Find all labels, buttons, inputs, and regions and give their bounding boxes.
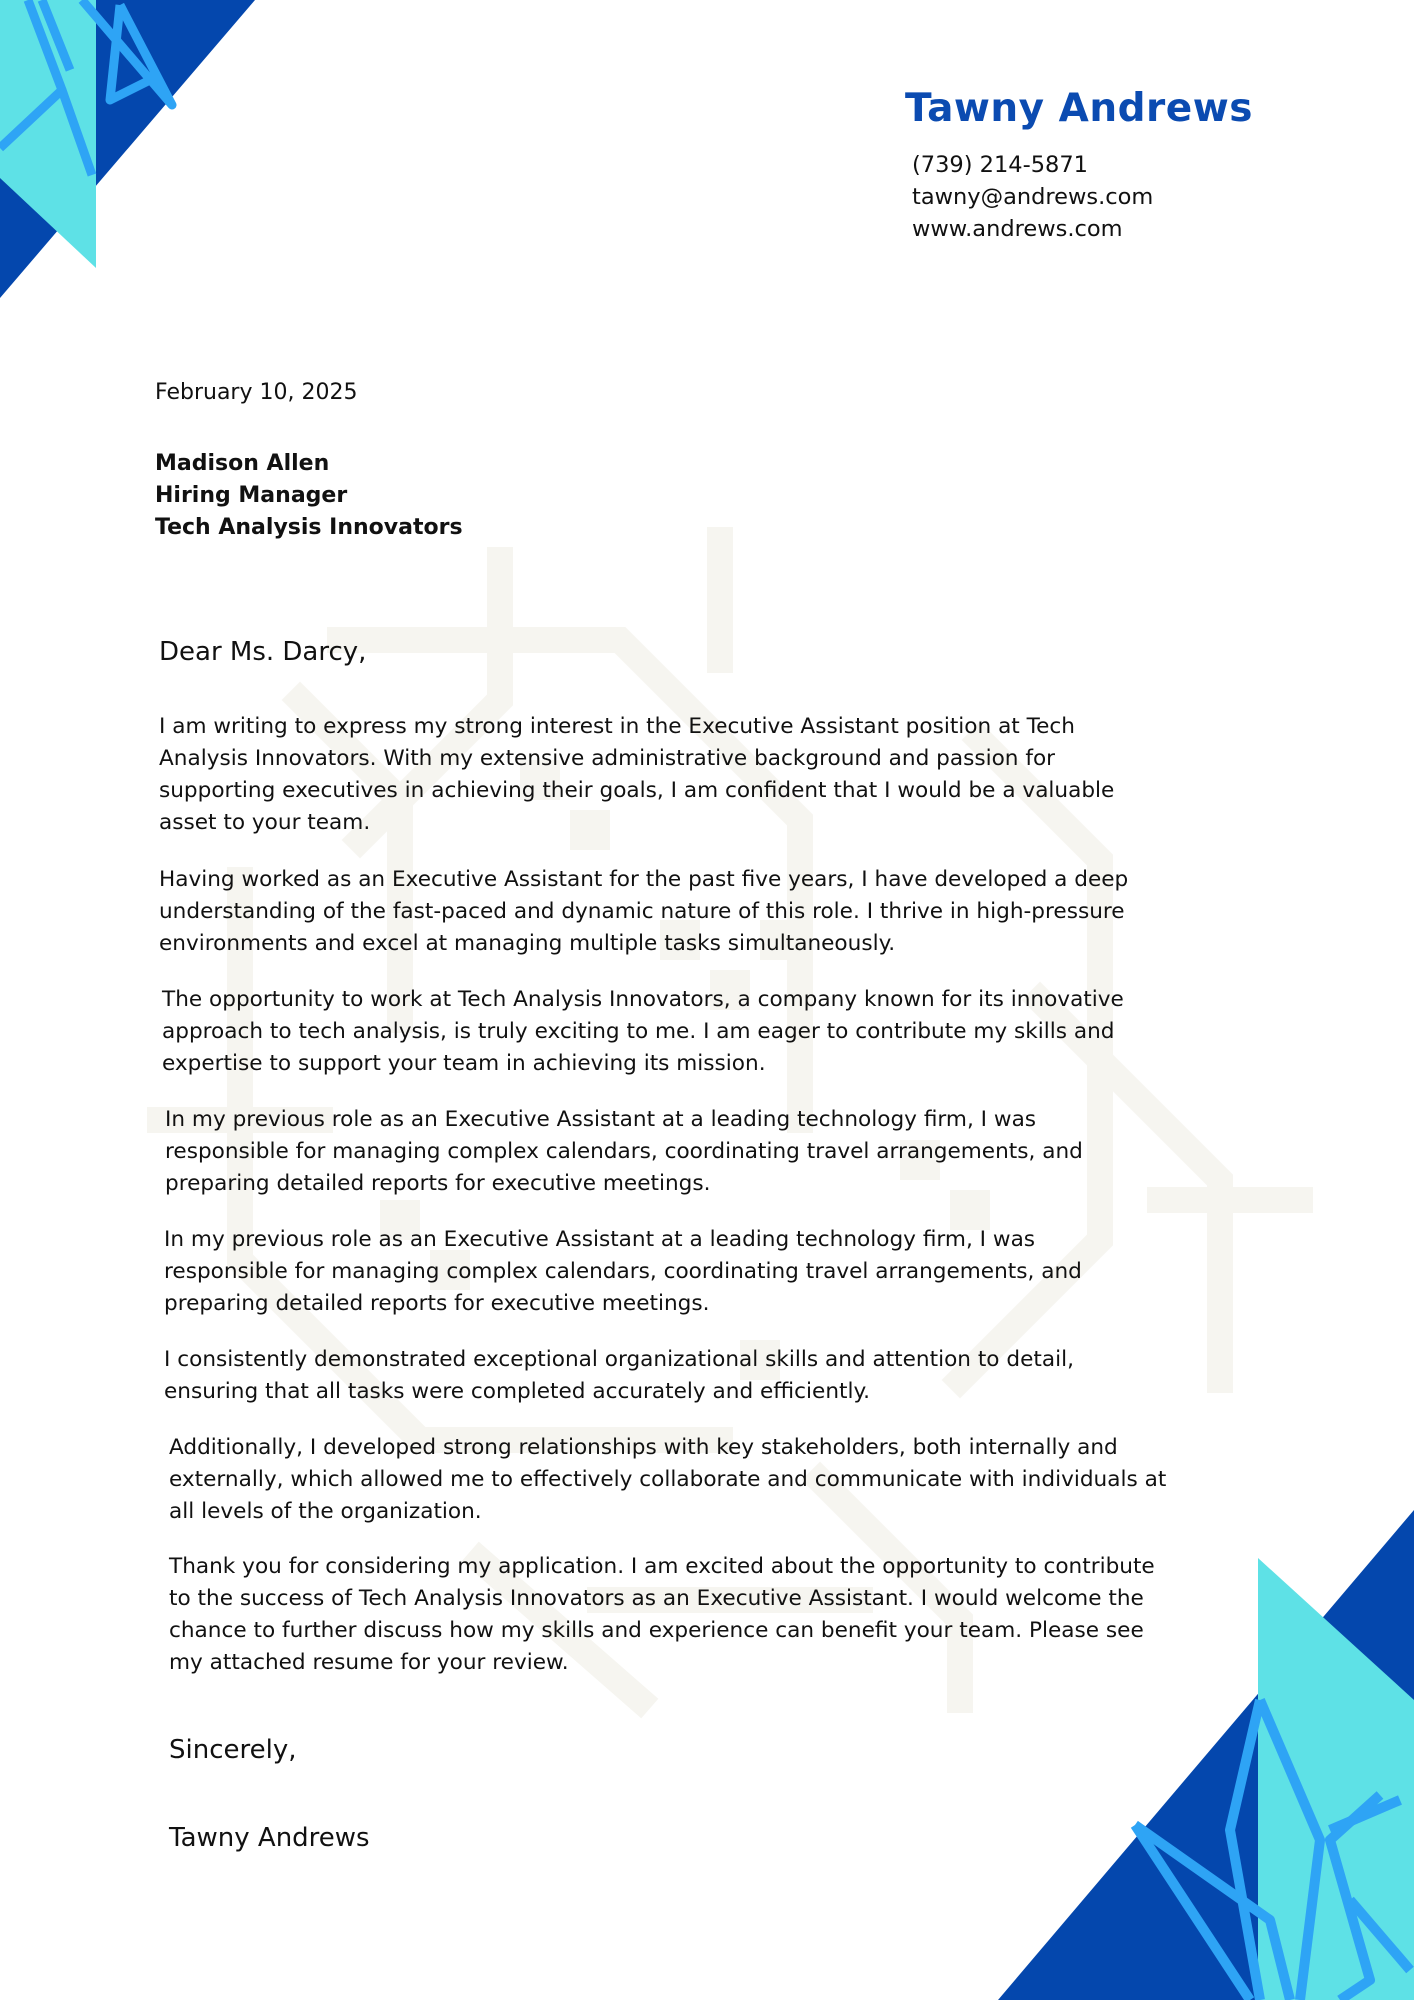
body-paragraph-7: Additionally, I developed strong relationships with key stakeholders, both internally and externally, which allowed me to effectively collaborate and communicate with individuals at all levels of the organization. <box>169 1435 1167 1524</box>
signature-name: Tawny Andrews <box>169 1823 370 1853</box>
body-paragraph-5: In my previous role as an Executive Assistant at a leading technology firm, I was responsible for managing complex calendars, coordinating travel arrangements, and preparing detailed reports for executive meetings. <box>164 1227 1082 1316</box>
body-paragraph-2: Having worked as an Executive Assistant for the past five years, I have developed a deep understanding of the fast-paced and dynamic nature of this role. I thrive in high-pressure environments and excel at managing multiple tasks simultaneously. <box>159 867 1129 956</box>
recipient-company: Tech Analysis Innovators <box>155 515 463 540</box>
letter-date: February 10, 2025 <box>155 380 358 405</box>
sender-phone: (739) 214-5871 <box>912 152 1088 178</box>
sender-website: www.andrews.com <box>912 216 1123 242</box>
body-paragraph-4: In my previous role as an Executive Assistant at a leading technology firm, I was responsible for managing complex calendars, coordinating travel arrangements, and preparing detailed reports for executive meetings. <box>165 1107 1083 1196</box>
top-left-corner-decoration <box>0 0 260 300</box>
recipient-name: Madison Allen <box>155 451 330 476</box>
body-paragraph-1: I am writing to express my strong interest in the Executive Assistant position at Tech Analysis Innovators. With my extensive administrative background and passion for supporting executives in achieving their goals, I am confident that I would be a valuable asset to your team. <box>159 714 1115 835</box>
body-paragraph-8: Thank you for considering my application. I am excited about the opportunity to contribute to the success of Tech Analysis Innovators as an Executive Assistant. I would welcome the chance to further discuss how my skills and experience can benefit your team. Please see my attached resume for your review. <box>169 1554 1155 1675</box>
sender-email: tawny@andrews.com <box>912 184 1154 210</box>
body-paragraph-6: I consistently demonstrated exceptional organizational skills and attention to detail, ensuring that all tasks were completed accurately and efficiently. <box>164 1347 1074 1404</box>
closing: Sincerely, <box>169 1735 297 1765</box>
contact-info <box>912 149 1153 245</box>
recipient-block <box>155 448 463 544</box>
recipient-title: Hiring Manager <box>155 483 348 508</box>
salutation: Dear Ms. Darcy, <box>159 637 367 667</box>
body-paragraph-3: The opportunity to work at Tech Analysis Innovators, a company known for its innovative approach to tech analysis, is truly exciting to me. I am eager to contribute my skills and expertise to support your team in achieving its mission. <box>162 987 1124 1076</box>
sender-name-heading: Tawny Andrews <box>905 86 1253 131</box>
